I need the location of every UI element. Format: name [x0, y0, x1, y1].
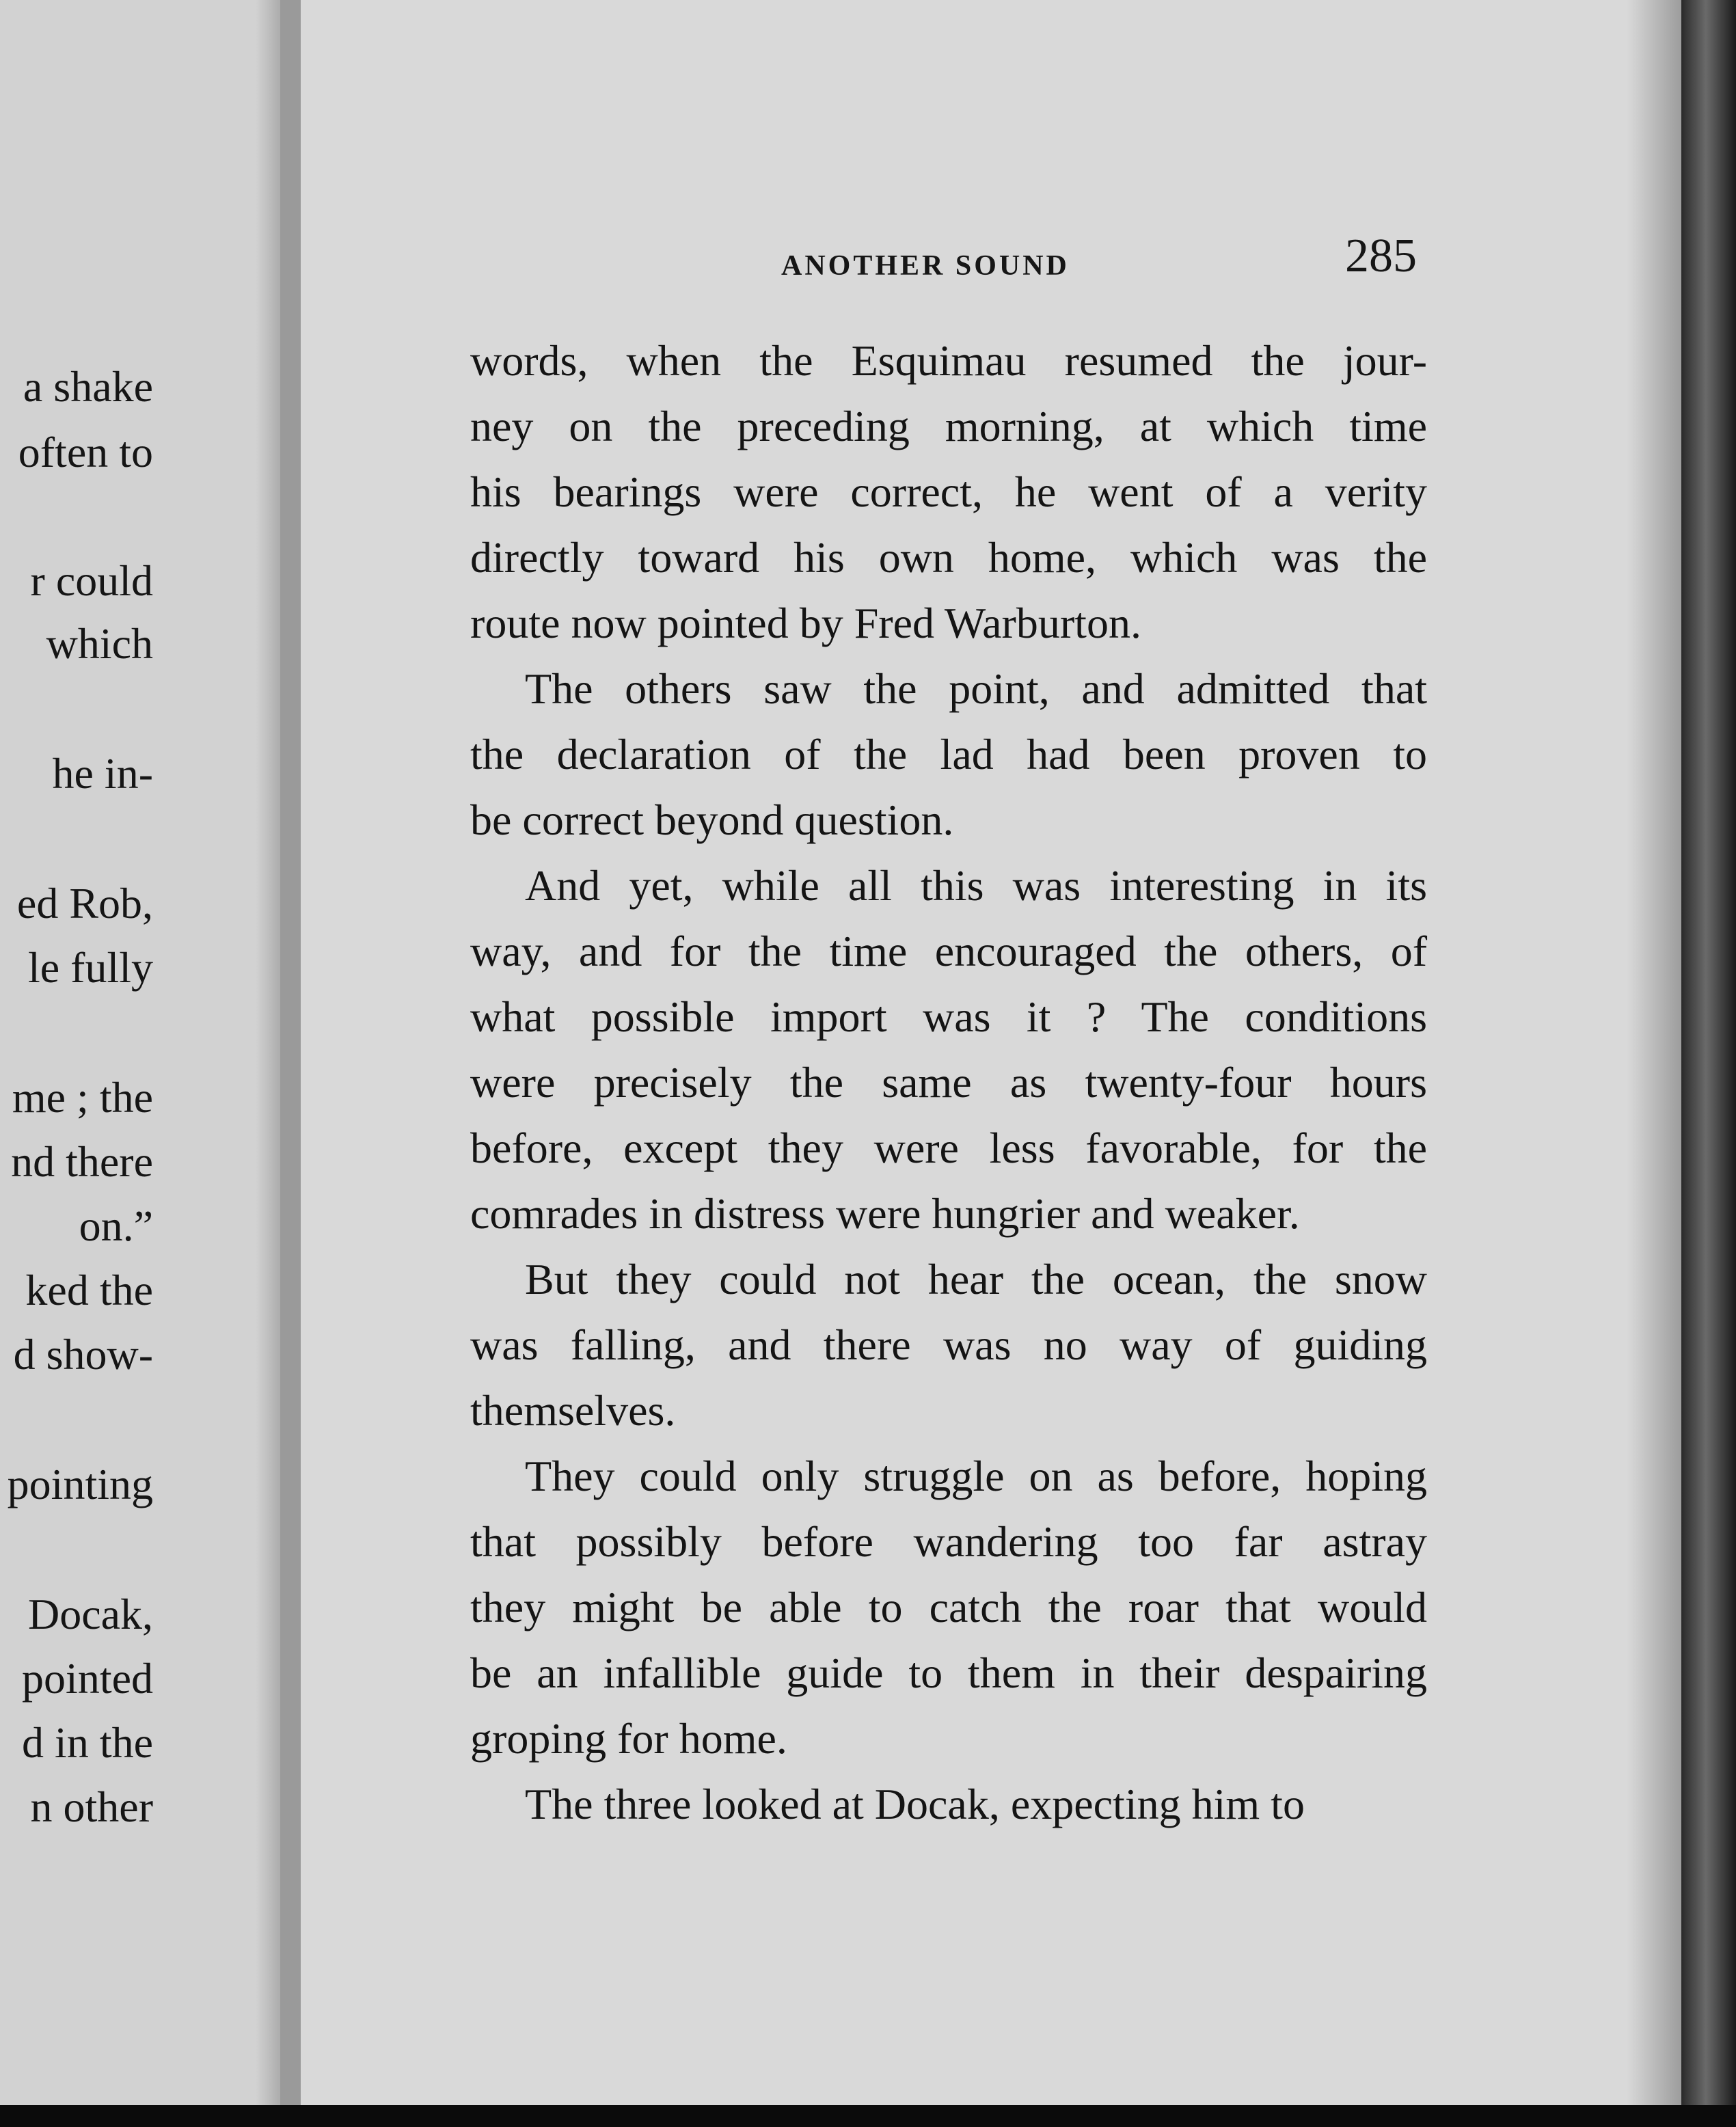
left-page	[0, 0, 280, 2105]
left-line: a shake	[23, 362, 153, 411]
left-line: which	[46, 619, 153, 668]
text-line: way, and for the time encouraged the others, of	[470, 927, 1427, 975]
book-gutter	[280, 0, 301, 2105]
text-line: that possibly before wandering too far astray	[470, 1517, 1427, 1566]
text-line: directly toward his own home, which was the	[470, 533, 1427, 582]
text-line: the declaration of the lad had been proven to	[470, 730, 1427, 778]
page-number: 285	[1345, 230, 1417, 282]
left-line: me ; the	[12, 1073, 153, 1122]
left-line: nd there	[11, 1137, 153, 1186]
running-head: ANOTHER SOUND	[781, 250, 1070, 282]
scan-border	[0, 2105, 1736, 2127]
page-edge-shadow	[1627, 0, 1681, 2105]
left-line: ed Rob,	[16, 879, 153, 927]
left-line: n other	[30, 1783, 153, 1831]
text-line: comrades in distress were hungrier and weaker.	[470, 1189, 1300, 1238]
text-line: his bearings were correct, he went of a verity	[470, 468, 1427, 516]
text-line: But they could not hear the ocean, the snow	[525, 1255, 1427, 1303]
text-line: be an infallible guide to them in their despairing	[470, 1649, 1427, 1697]
text-line: They could only struggle on as before, hoping	[525, 1452, 1427, 1500]
text-line: was falling, and there was no way of guiding	[470, 1320, 1427, 1369]
text-line: what possible import was it ? The conditions	[470, 992, 1427, 1041]
left-line: he in-	[52, 749, 153, 798]
text-line: were precisely the same as twenty-four hours	[470, 1058, 1427, 1107]
left-line: pointing	[7, 1460, 153, 1508]
text-line: they might be able to catch the roar that would	[470, 1583, 1427, 1631]
text-line: ney on the preceding morning, at which time	[470, 402, 1427, 450]
left-line: pointed	[22, 1654, 153, 1703]
left-line: often to	[18, 428, 153, 476]
left-line: on.”	[79, 1202, 153, 1250]
text-line: route now pointed by Fred Warburton.	[470, 599, 1141, 647]
left-line: r could	[30, 556, 153, 605]
left-line: ked the	[25, 1266, 153, 1314]
text-line: groping for home.	[470, 1714, 787, 1763]
text-line: be correct beyond question.	[470, 796, 954, 844]
page-shadow	[256, 0, 280, 2105]
left-line: Docak,	[27, 1590, 153, 1638]
text-line: The three looked at Docak, expecting him to	[525, 1780, 1305, 1828]
left-line: d in the	[22, 1718, 153, 1767]
book-cover-edge	[1681, 0, 1736, 2105]
left-line: d show-	[13, 1330, 153, 1379]
left-line: le fully	[27, 943, 153, 992]
text-line: themselves.	[470, 1386, 676, 1435]
text-line: The others saw the point, and admitted that	[525, 664, 1427, 713]
body-text	[470, 328, 1427, 1837]
text-line: words, when the Esquimau resumed the jour-	[470, 336, 1427, 385]
text-line: before, except they were less favorable, for the	[470, 1124, 1427, 1172]
text-line: And yet, while all this was interesting in its	[525, 861, 1427, 910]
